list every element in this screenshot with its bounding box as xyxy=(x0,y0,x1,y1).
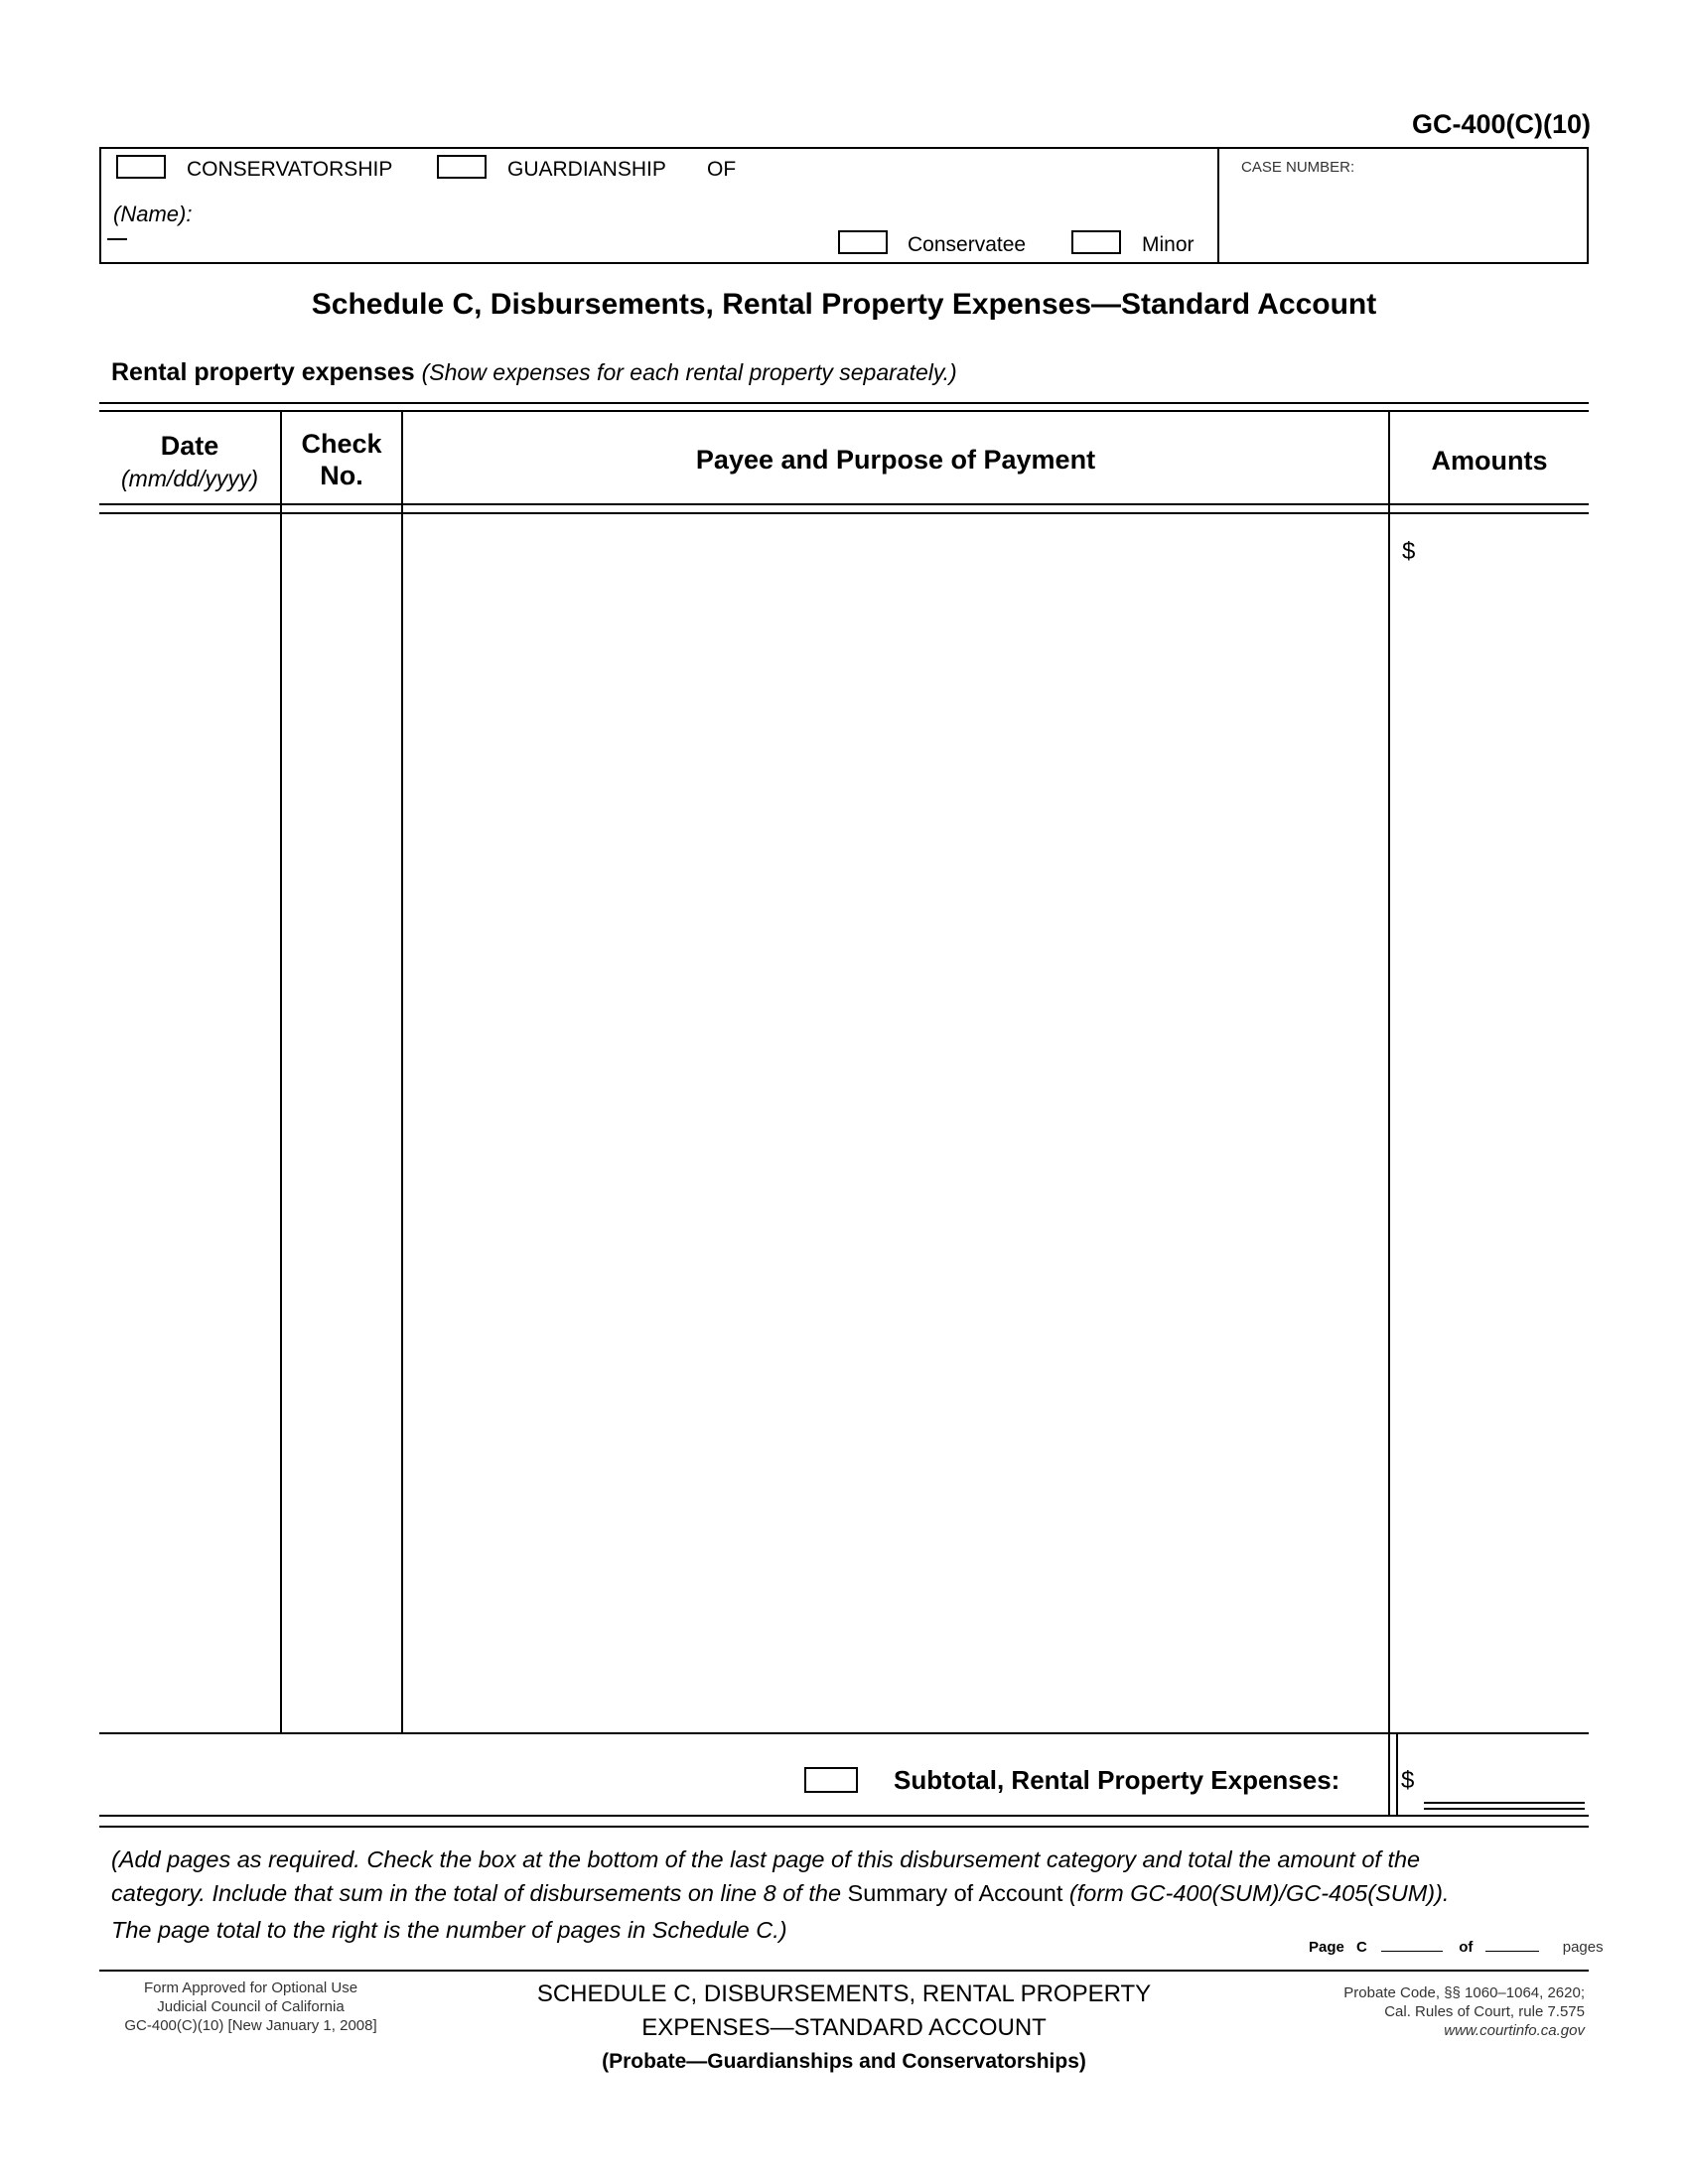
conservatee-label: Conservatee xyxy=(908,233,1027,256)
page-label: Page xyxy=(1309,1939,1344,1956)
of-label: of xyxy=(1459,1939,1474,1956)
subtotal-amount-field[interactable] xyxy=(1422,1759,1587,1799)
summary-of-account-text: Summary of Account xyxy=(847,1880,1063,1906)
instructions-line-2c: (form GC-400(SUM)/GC-405(SUM)). xyxy=(1062,1880,1450,1906)
of-label: OF xyxy=(707,158,737,181)
schedule-title: Schedule C, Disbursements, Rental Property Expenses—Standard Account xyxy=(311,288,1377,321)
subtotal-divider xyxy=(1396,1734,1398,1815)
form-number: GC-400(C)(10) xyxy=(1411,109,1591,139)
minor-label: Minor xyxy=(1142,233,1195,256)
name-underline xyxy=(107,238,127,240)
footer-citations xyxy=(1343,1983,1585,2040)
subtotal-bottom-rule-1 xyxy=(99,1815,1589,1817)
instructions-line-2 xyxy=(111,1876,1601,1910)
name-field[interactable] xyxy=(238,199,1192,228)
conservatorship-checkbox[interactable] xyxy=(116,155,166,179)
page-count xyxy=(1309,1939,1604,1956)
subheading-bold: Rental property expenses xyxy=(111,358,415,386)
amounts-column-field[interactable] xyxy=(1422,518,1585,1727)
check-number-header xyxy=(282,428,401,491)
subtotal-currency-symbol: $ xyxy=(1401,1767,1415,1794)
instructions-line-1: (Add pages as required. Check the box at the bottom of the last page of this disbursement category and total the amount of the xyxy=(111,1846,1421,1872)
check-header-line1: Check xyxy=(301,429,382,459)
conservatorship-label: CONSERVATORSHIP xyxy=(187,158,393,181)
footer-title-line-1: SCHEDULE C, DISBURSEMENTS, RENTAL PROPERTY xyxy=(536,1980,1152,2007)
header-bottom-rule-1 xyxy=(99,503,1589,505)
footer-right-line-2: Cal. Rules of Court, rule 7.575 xyxy=(1384,2003,1585,2020)
case-number-field[interactable] xyxy=(1231,181,1579,258)
footer-left-line-3: GC-400(C)(10) [New January 1, 2008] xyxy=(124,2017,377,2034)
conservatee-checkbox[interactable] xyxy=(838,230,888,254)
subtotal-label: Subtotal, Rental Property Expenses: xyxy=(894,1765,1340,1795)
footer-approval xyxy=(99,1979,402,2035)
caption-divider xyxy=(1217,147,1219,264)
payee-column-field[interactable] xyxy=(405,518,1386,1727)
body-bottom-rule xyxy=(99,1732,1589,1734)
date-column-divider xyxy=(280,410,282,1734)
footer-form-title xyxy=(496,1978,1192,2079)
subtotal-last-page-checkbox[interactable] xyxy=(804,1767,858,1793)
section-subheading xyxy=(111,358,957,387)
check-header-line2: No. xyxy=(320,461,363,490)
date-format-hint: (mm/dd/yyyy) xyxy=(121,466,258,491)
subtotal-double-underline-2 xyxy=(1424,1808,1585,1810)
check-column-divider xyxy=(401,410,403,1734)
footer-right-line-1: Probate Code, §§ 1060–1064, 2620; xyxy=(1343,1984,1585,2001)
header-bottom-rule-2 xyxy=(99,512,1589,514)
check-number-column-field[interactable] xyxy=(284,518,399,1727)
footer-left-line-2: Judicial Council of California xyxy=(157,1998,345,2015)
pages-label: pages xyxy=(1562,1939,1604,1956)
payee-header: Payee and Purpose of Payment xyxy=(695,445,1096,475)
guardianship-label: GUARDIANSHIP xyxy=(507,158,666,181)
page-number-field[interactable] xyxy=(1381,1951,1443,1952)
guardianship-checkbox[interactable] xyxy=(437,155,487,179)
table-top-rule-2 xyxy=(99,410,1589,412)
subtotal-double-underline-1 xyxy=(1424,1802,1585,1804)
date-column-field[interactable] xyxy=(103,518,278,1727)
amounts-header: Amounts xyxy=(1431,446,1548,476)
subtotal-bottom-rule-2 xyxy=(99,1826,1589,1828)
amount-currency-symbol: $ xyxy=(1402,538,1416,565)
table-top-rule-1 xyxy=(99,402,1589,404)
page-prefix: C xyxy=(1356,1939,1367,1956)
footer-website-link[interactable]: www.courtinfo.ca.gov xyxy=(1444,2022,1585,2039)
date-header xyxy=(99,430,280,494)
subheading-italic: (Show expenses for each rental property separately.) xyxy=(421,359,957,385)
instructions-line-2a: category. Include that sum in the total of disbursements on line 8 of the xyxy=(111,1880,848,1906)
date-header-label: Date xyxy=(160,431,219,461)
instructions-line-3: The page total to the right is the number of pages in Schedule C.) xyxy=(111,1917,787,1943)
footer-title-line-3: (Probate—Guardianships and Conservatorships) xyxy=(602,2050,1086,2073)
case-number-label: CASE NUMBER: xyxy=(1241,159,1355,176)
name-label: (Name): xyxy=(113,202,193,226)
total-pages-field[interactable] xyxy=(1485,1951,1539,1952)
footer-left-line-1: Form Approved for Optional Use xyxy=(143,1979,358,1996)
amounts-column-divider xyxy=(1388,410,1390,1817)
minor-checkbox[interactable] xyxy=(1071,230,1121,254)
footer-title-line-2: EXPENSES—STANDARD ACCOUNT xyxy=(641,2014,1047,2041)
footer-rule xyxy=(99,1970,1589,1972)
